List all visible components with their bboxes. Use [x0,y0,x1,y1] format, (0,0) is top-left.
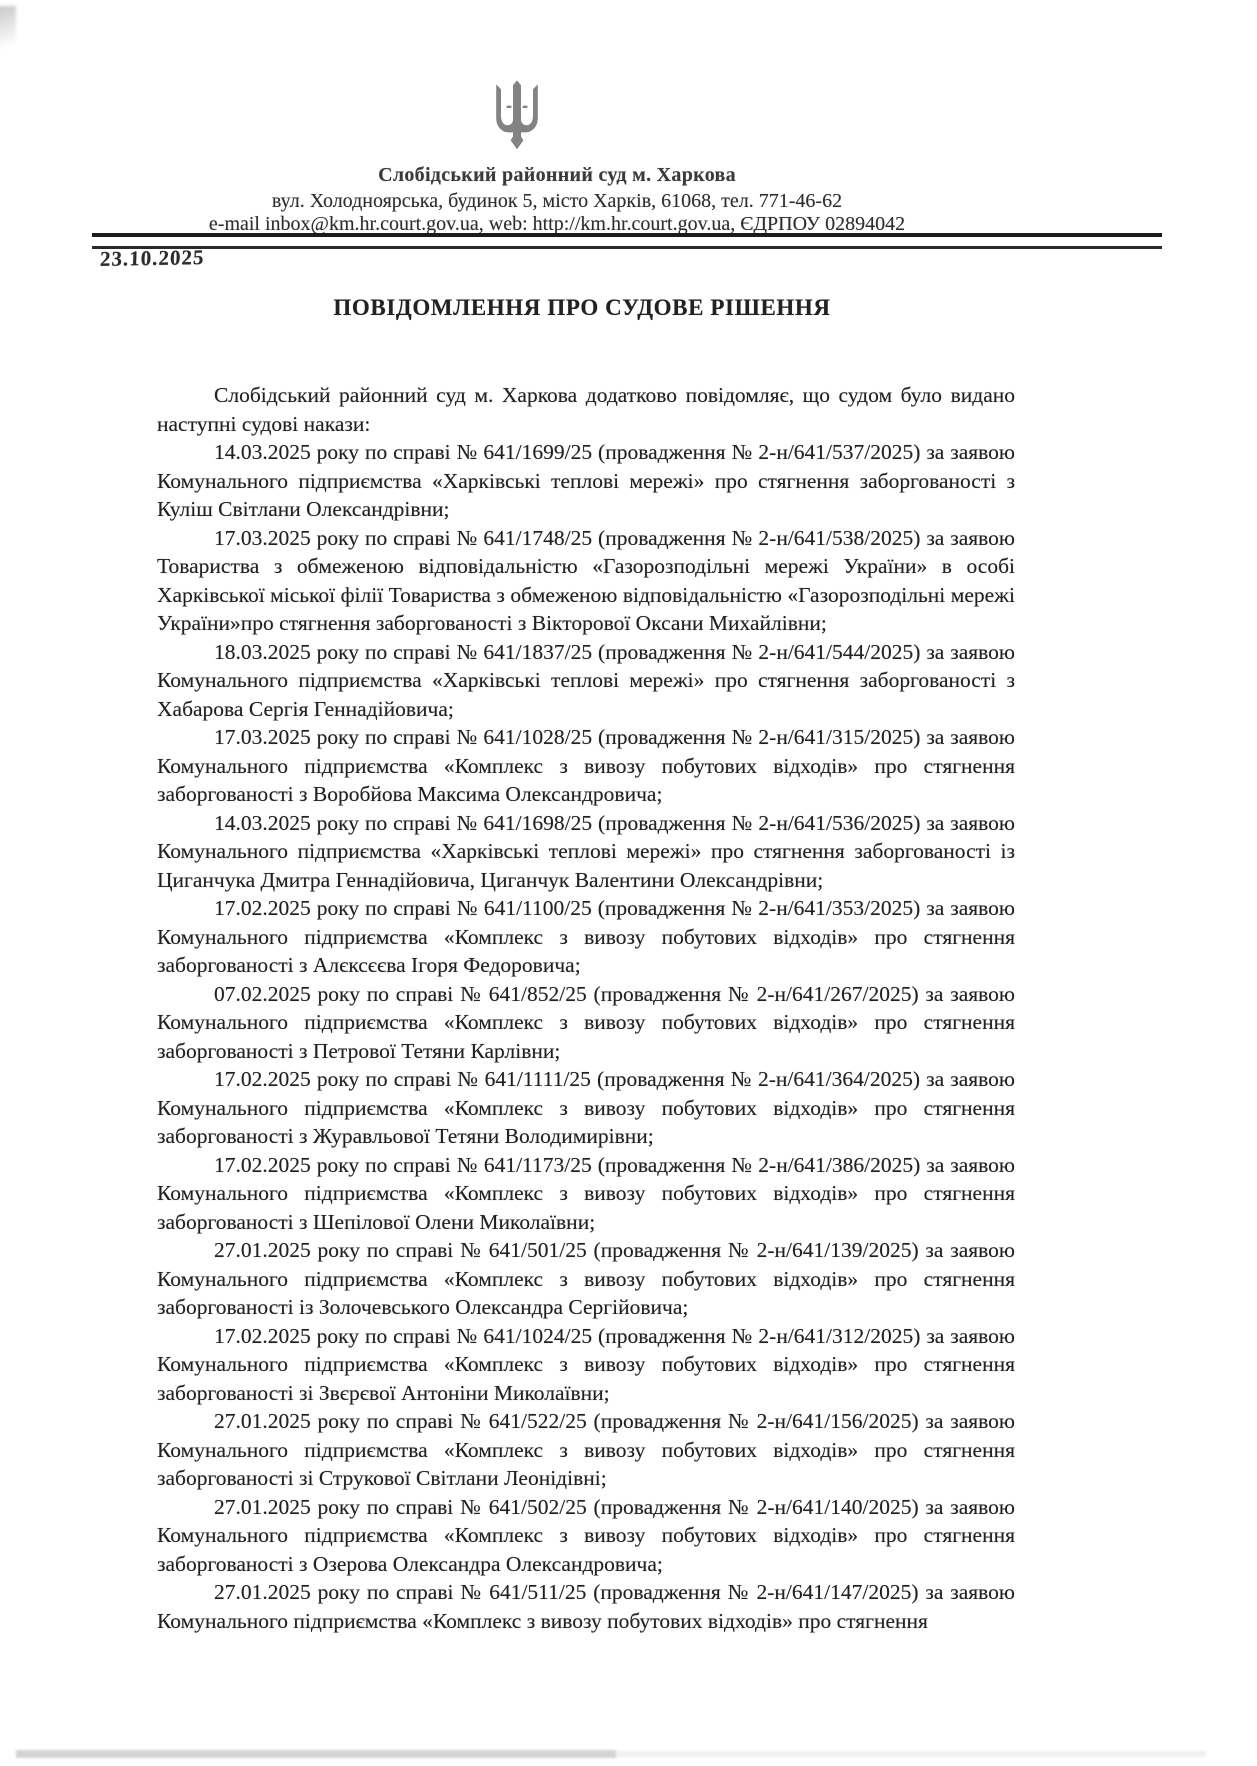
court-order-entry: 27.01.2025 року по справі № 641/511/25 (провадження № 2-н/641/147/2025) за заявою Комунального підприємства «Комплекс з вивозу побутових відходів» про стягнення [157,1580,1015,1633]
court-name: Слобідський районний суд м. Харкова [378,164,736,186]
scan-artifact-corner [0,6,16,64]
court-order-entry: 27.01.2025 року по справі № 641/522/25 (провадження № 2-н/641/156/2025) за заявою Комунального підприємства «Комплекс з вивозу побутових відходів» про стягнення заборгованості зі Струкової Світлани Леонідівні; [157,1409,1015,1490]
court-order-entry: 17.02.2025 року по справі № 641/1173/25 (провадження № 2-н/641/386/2025) за заявою Комунального підприємства «Комплекс з вивозу побутових відходів» про стягнення заборгованості з Шепілової Олени Миколаївни; [157,1152,1015,1234]
court-order-entry: 17.02.2025 року по справі № 641/1111/25 (провадження № 2-н/641/364/2025) за заявою Комунального підприємства «Комплекс з вивозу побутових відходів» про стягнення заборгованості з Журавльової Тетяни Володимирівни; [157,1067,1015,1148]
court-address: вул. Холодноярська, будинок 5, місто Харків, 61068, тел. 771-46-62 [271,190,843,212]
court-order-entry: 17.02.2025 року по справі № 641/1024/25 (провадження № 2-н/641/312/2025) за заявою Комунального підприємства «Комплекс з вивозу побутових відходів» про стягнення заборгованості зі Звєрєвої Антоніни Миколаївни; [157,1323,1015,1405]
court-order-entry: 17.03.2025 року по справі № 641/1748/25 (провадження № 2-н/641/538/2025) за заявою Товариства з обмеженою відповідальністю «Газорозподільні мережі України» в особі Харківської міської філії Товариства з обмеженою відповідальністю «Газорозподільні мережі України»про стягнення заборгованості з Вікторової Оксани Михайлівни; [157,525,1015,635]
court-order-entry: 27.01.2025 року по справі № 641/501/25 (провадження № 2-н/641/139/2025) за заявою Комунального підприємства «Комплекс з вивозу побутових відходів» про стягнення заборгованості із Золочевського Олександра Сергійовича; [157,1238,1015,1319]
court-order-entry: 17.02.2025 року по справі № 641/1100/25 (провадження № 2-н/641/353/2025) за заявою Комунального підприємства «Комплекс з вивозу побутових відходів» про стягнення заборгованості з Алєксєєва Ігоря Федоровича; [157,896,1015,977]
scan-artifact-bottom-bar [16,1750,616,1758]
document-date: 23.10.2025 [99,245,205,271]
scan-artifact-bottom-bar-faint [616,1751,1206,1757]
court-order-entry: 18.03.2025 року по справі № 641/1837/25 (провадження № 2-н/641/544/2025) за заявою Комунального підприємства «Харківські теплові мережі» про стягнення заборгованості з Хабарова Сергія Геннадійовича; [157,639,1015,721]
court-order-entry: 17.03.2025 року по справі № 641/1028/25 (провадження № 2-н/641/315/2025) за заявою Комунального підприємства «Комплекс з вивозу побутових відходів» про стягнення заборгованості з Воробйова Максима Олександровича; [157,725,1015,806]
court-contacts: e-mail inbox@km.hr.court.gov.ua, web: http://km.hr.court.gov.ua, ЄДРПОУ 02894042 [208,213,906,235]
header-divider [92,233,1162,249]
ukraine-trident-icon [492,78,542,158]
document-body [157,381,1015,1635]
court-order-entry: 14.03.2025 року по справі № 641/1699/25 (провадження № 2-н/641/537/2025) за заявою Комунального підприємства «Харківські теплові мережі» про стягнення заборгованості з Куліш Світлани Олександрівни; [157,440,1015,521]
document-title: ПОВІДОМЛЕННЯ ПРО СУДОВЕ РІШЕННЯ [333,295,831,320]
court-order-entry: 07.02.2025 року по справі № 641/852/25 (провадження № 2-н/641/267/2025) за заявою Комунального підприємства «Комплекс з вивозу побутових відходів» про стягнення заборгованості з Петрової Тетяни Карлівни; [157,981,1015,1063]
intro-paragraph: Слобідський районний суд м. Харкова додатково повідомляє, що судом було видано наступні судові накази: [157,383,1015,436]
court-order-entry: 14.03.2025 року по справі № 641/1698/25 (провадження № 2-н/641/536/2025) за заявою Комунального підприємства «Харківські теплові мережі» про стягнення заборгованості із Циганчука Дмитра Геннадійовича, Циганчук Валентини Олександрівни; [157,810,1015,892]
court-order-entry: 27.01.2025 року по справі № 641/502/25 (провадження № 2-н/641/140/2025) за заявою Комунального підприємства «Комплекс з вивозу побутових відходів» про стягнення заборгованості з Озерова Олександра Олександровича; [157,1494,1015,1576]
